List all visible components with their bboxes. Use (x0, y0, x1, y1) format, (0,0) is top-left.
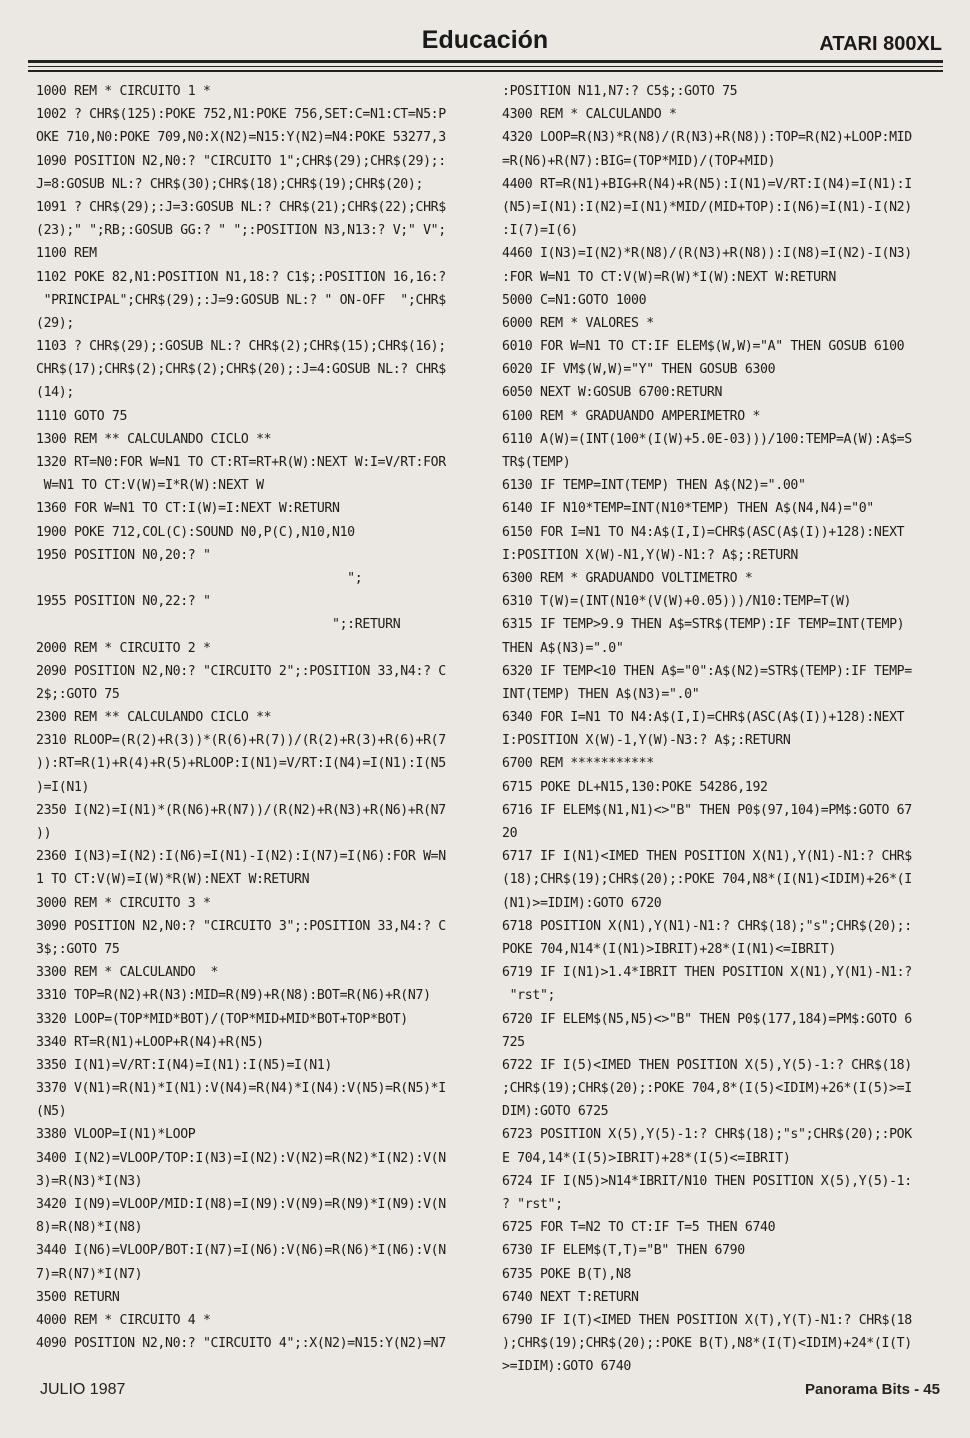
page-header (0, 0, 970, 80)
code-line: 1900 POKE 712,COL(C):SOUND N0,P(C),N10,N10 (36, 524, 355, 540)
code-line: 3370 V(N1)=R(N1)*I(N1):V(N4)=R(N4)*I(N4):V(N5)=R(N5)*I (36, 1081, 446, 1097)
code-line: >=IDIM):GOTO 6740 (502, 1359, 632, 1375)
code-line: 6700 REM *********** (502, 756, 654, 772)
code-line: 6725 FOR T=N2 TO CT:IF T=5 THEN 6740 (502, 1220, 776, 1236)
code-line: 2$;:GOTO 75 (36, 686, 120, 702)
code-line: 1090 POSITION N2,N0:? "CIRCUITO 1";CHR$(29);CHR$(29);: (36, 153, 446, 169)
code-line: 6719 IF I(N1)>1.4*IBRIT THEN POSITION X(N1),Y(N1)-N1:? (502, 965, 912, 981)
code-line: J=8:GOSUB NL:? CHR$(30);CHR$(18);CHR$(19);CHR$(20); (36, 176, 424, 192)
code-line: 3400 I(N2)=VLOOP/TOP:I(N3)=I(N2):V(N2)=R(N2)*I(N2):V(N (36, 1150, 446, 1166)
code-line: 1110 GOTO 75 (36, 408, 128, 424)
issue-date: JULIO 1987 (40, 1381, 126, 1398)
code-line: 3000 REM * CIRCUITO 3 * (36, 895, 211, 911)
code-line: 4300 REM * CALCULANDO * (502, 107, 677, 123)
code-line: CHR$(17);CHR$(2);CHR$(2);CHR$(20);:J=4:GOSUB NL:? CHR$ (36, 362, 446, 378)
code-line: (N5) (36, 1104, 67, 1120)
code-line: );CHR$(19);CHR$(20);:POKE B(T),N8*(I(T)<IDIM)+24*(I(T) (502, 1336, 912, 1352)
code-line: 1091 ? CHR$(29);:J=3:GOSUB NL:? CHR$(21);CHR$(22);CHR$ (36, 199, 446, 215)
code-line: 2350 I(N2)=I(N1)*(R(N6)+R(N7))/(R(N2)+R(N3)+R(N6)+R(N7 (36, 802, 446, 818)
code-line: 1360 FOR W=N1 TO CT:I(W)=I:NEXT W:RETURN (36, 501, 340, 517)
section-title: Educación (421, 26, 549, 54)
code-line: :I(7)=I(6) (502, 223, 578, 239)
code-line: 6310 T(W)=(INT(N10*(V(W)+0.05)))/N10:TEMP=T(W) (502, 594, 852, 610)
code-line: 6320 IF TEMP<10 THEN A$="0":A$(N2)=STR$(TEMP):IF TEMP= (502, 663, 912, 679)
code-line: 1102 POKE 82,N1:POSITION N1,18:? C1$;:POSITION 16,16:? (36, 269, 446, 285)
code-line: 3350 I(N1)=V/RT:I(N4)=I(N1):I(N5)=I(N1) (36, 1057, 332, 1073)
code-line: 1955 POSITION N0,22:? " (36, 594, 211, 610)
code-line: (14); (36, 385, 74, 401)
code-line: "PRINCIPAL";CHR$(29);:J=9:GOSUB NL:? " ON-OFF ";CHR$ (36, 292, 446, 308)
code-line: 6717 IF I(N1)<IMED THEN POSITION X(N1),Y(N1)-N1:? CHR$ (502, 849, 912, 865)
header-rule-lower (28, 70, 943, 72)
code-line: 6730 IF ELEM$(T,T)="B" THEN 6790 (502, 1243, 745, 1259)
code-line: 6315 IF TEMP>9.9 THEN A$=STR$(TEMP):IF TEMP=INT(TEMP) (502, 617, 905, 633)
code-line: 1100 REM (36, 246, 97, 262)
code-line: 6340 FOR I=N1 TO N4:A$(I,I)=CHR$(ASC(A$(I))+128):NEXT (502, 710, 905, 726)
code-line: 6000 REM * VALORES * (502, 315, 654, 331)
machine-name: ATARI 800XL (819, 33, 942, 55)
code-line: 3090 POSITION N2,N0:? "CIRCUITO 3";:POSITION 33,N4:? C (36, 918, 446, 934)
code-line: 1000 REM * CIRCUITO 1 * (36, 84, 211, 99)
code-line: (N1)>=IDIM):GOTO 6720 (502, 895, 662, 911)
code-line: 725 (502, 1034, 525, 1050)
code-line: 6300 REM * GRADUANDO VOLTIMETRO * (502, 570, 753, 586)
code-line: 1103 ? CHR$(29);:GOSUB NL:? CHR$(2);CHR$(15);CHR$(16); (36, 339, 446, 355)
code-line: 3)=R(N3)*I(N3) (36, 1173, 143, 1189)
code-line: (29); (36, 315, 74, 331)
code-line: )=I(N1) (36, 779, 90, 795)
code-line: 4000 REM * CIRCUITO 4 * (36, 1312, 211, 1328)
code-line: 2360 I(N3)=I(N2):I(N6)=I(N1)-I(N2):I(N7)=I(N6):FOR W=N (36, 849, 446, 865)
code-line: 6010 FOR W=N1 TO CT:IF ELEM$(W,W)="A" THEN GOSUB 6100 (502, 339, 905, 355)
code-line: 4320 LOOP=R(N3)*R(N8)/(R(N3)+R(N8)):TOP=R(N2)+LOOP:MID (502, 130, 912, 146)
code-line: 1300 REM ** CALCULANDO CICLO ** (36, 431, 272, 447)
code-line: )) (36, 826, 52, 841)
code-line: 3320 LOOP=(TOP*MID*BOT)/(TOP*MID+MID*BOT+TOP*BOT) (36, 1011, 408, 1027)
code-line: (23);" ";RB;:GOSUB GG:? " ";:POSITION N3,N13:? V;" V"; (36, 223, 446, 239)
code-line: W=N1 TO CT:V(W)=I*R(W):NEXT W (36, 478, 264, 494)
code-line: 6050 NEXT W:GOSUB 6700:RETURN (502, 385, 723, 401)
code-line: 6735 POKE B(T),N8 (502, 1266, 632, 1282)
code-line: 6722 IF I(5)<IMED THEN POSITION X(5),Y(5)-1:? CHR$(18) (502, 1057, 912, 1073)
code-line: 8)=R(N8)*I(N8) (36, 1220, 143, 1236)
code-line: ;CHR$(19);CHR$(20);:POKE 704,8*(I(5)<IDIM)+26*(I(5)>=I (502, 1081, 912, 1097)
code-line: 3440 I(N6)=VLOOP/BOT:I(N7)=I(N6):V(N6)=R(N6)*I(N6):V(N (36, 1243, 446, 1259)
code-line: E 704,14*(I(5)>IBRIT)+28*(I(5)<=IBRIT) (502, 1150, 791, 1166)
listing-left-column (36, 80, 491, 1355)
code-line: 3500 RETURN (36, 1289, 120, 1305)
code-line: 6020 IF VM$(W,W)="Y" THEN GOSUB 6300 (502, 362, 776, 378)
code-line: "; (36, 570, 363, 586)
code-line: 5000 C=N1:GOTO 1000 (502, 292, 647, 308)
code-line: 1 TO CT:V(W)=I(W)*R(W):NEXT W:RETURN (36, 872, 310, 888)
code-line: 1002 ? CHR$(125):POKE 752,N1:POKE 756,SET:C=N1:CT=N5:P (36, 107, 446, 123)
code-line: 4460 I(N3)=I(N2)*R(N8)/(R(N3)+R(N8)):I(N8)=I(N2)-I(N3) (502, 246, 912, 262)
header-rule-thin (28, 66, 943, 67)
code-line: 6150 FOR I=N1 TO N4:A$(I,I)=CHR$(ASC(A$(I))+128):NEXT (502, 524, 905, 540)
code-line: TR$(TEMP) (502, 455, 571, 470)
code-line: POKE 704,N14*(I(N1)>IBRIT)+28*(I(N1)<=IBRIT) (502, 941, 836, 957)
code-line: 3310 TOP=R(N2)+R(N3):MID=R(N9)+R(N8):BOT=R(N6)+R(N7) (36, 988, 431, 1004)
code-line: :POSITION N11,N7:? C5$;:GOTO 75 (502, 84, 738, 99)
code-line: 3$;:GOTO 75 (36, 941, 120, 957)
code-line: 6110 A(W)=(INT(100*(I(W)+5.0E-03)))/100:TEMP=A(W):A$=S (502, 431, 912, 447)
code-line: (18);CHR$(19);CHR$(20);:POKE 704,N8*(I(N1)<IDIM)+26*(I (502, 872, 912, 888)
code-line: 6100 REM * GRADUANDO AMPERIMETRO * (502, 408, 761, 424)
code-line: 1950 POSITION N0,20:? " (36, 547, 211, 563)
code-line: 6723 POSITION X(5),Y(5)-1:? CHR$(18);"s";CHR$(20);:POK (502, 1127, 912, 1143)
code-line: 3380 VLOOP=I(N1)*LOOP (36, 1127, 196, 1143)
code-line: 4400 RT=R(N1)+BIG+R(N4)+R(N5):I(N1)=V/RT:I(N4)=I(N1):I (502, 176, 912, 192)
code-line: 6790 IF I(T)<IMED THEN POSITION X(T),Y(T)-N1:? CHR$(18 (502, 1312, 912, 1328)
code-line: 6130 IF TEMP=INT(TEMP) THEN A$(N2)=".00" (502, 478, 806, 494)
code-line: )):RT=R(1)+R(4)+R(5)+RLOOP:I(N1)=V/RT:I(N4)=I(N1):I(N5 (36, 756, 446, 772)
code-line: I:POSITION X(W)-1,Y(W)-N3:? A$;:RETURN (502, 733, 791, 749)
code-line: 2300 REM ** CALCULANDO CICLO ** (36, 710, 272, 726)
code-line: 3420 I(N9)=VLOOP/MID:I(N8)=I(N9):V(N9)=R(N9)*I(N9):V(N (36, 1197, 446, 1212)
code-line: 3300 REM * CALCULANDO * (36, 965, 219, 981)
code-line: 7)=R(N7)*I(N7) (36, 1266, 143, 1282)
code-line: 4090 POSITION N2,N0:? "CIRCUITO 4";:X(N2)=N15:Y(N2)=N7 (36, 1336, 446, 1352)
code-line: 6724 IF I(N5)>N14*IBRIT/N10 THEN POSITION X(5),Y(5)-1: (502, 1173, 912, 1189)
code-line: ";:RETURN (36, 617, 401, 633)
listing-right-column (502, 80, 947, 1379)
code-line: =R(N6)+R(N7):BIG=(TOP*MID)/(TOP+MID) (502, 153, 776, 169)
page-number: Panorama Bits - 45 (804, 1381, 940, 1398)
code-line: 3340 RT=R(N1)+LOOP+R(N4)+R(N5) (36, 1034, 264, 1050)
code-line: THEN A$(N3)=".0" (502, 640, 624, 656)
code-line: DIM):GOTO 6725 (502, 1104, 609, 1120)
code-line: 1320 RT=N0:FOR W=N1 TO CT:RT=RT+R(W):NEXT W:I=V/RT:FOR (36, 455, 446, 470)
code-line: 6718 POSITION X(N1),Y(N1)-N1:? CHR$(18);"s";CHR$(20);: (502, 918, 912, 934)
code-line: 6716 IF ELEM$(N1,N1)<>"B" THEN P0$(97,104)=PM$:GOTO 67 (502, 802, 912, 818)
code-line: (N5)=I(N1):I(N2)=I(N1)*MID/(MID+TOP):I(N6)=I(N1)-I(N2) (502, 199, 912, 215)
code-line: INT(TEMP) THEN A$(N3)=".0" (502, 686, 700, 702)
code-line: 20 (502, 826, 518, 841)
code-line: 2090 POSITION N2,N0:? "CIRCUITO 2";:POSITION 33,N4:? C (36, 663, 446, 679)
code-line: 6740 NEXT T:RETURN (502, 1289, 639, 1305)
code-line: "rst"; (502, 988, 556, 1004)
code-line: 2000 REM * CIRCUITO 2 * (36, 640, 211, 656)
code-line: 6715 POKE DL+N15,130:POKE 54286,192 (502, 779, 768, 795)
code-line: ? "rst"; (502, 1197, 563, 1212)
header-rule (28, 60, 943, 63)
code-line: :FOR W=N1 TO CT:V(W)=R(W)*I(W):NEXT W:RETURN (502, 269, 836, 285)
code-line: OKE 710,N0:POKE 709,N0:X(N2)=N15:Y(N2)=N4:POKE 53277,3 (36, 130, 446, 146)
code-line: 6140 IF N10*TEMP=INT(N10*TEMP) THEN A$(N4,N4)="0" (502, 501, 874, 517)
code-line: I:POSITION X(W)-N1,Y(W)-N1:? A$;:RETURN (502, 547, 798, 563)
code-line: 2310 RLOOP=(R(2)+R(3))*(R(6)+R(7))/(R(2)+R(3)+R(6)+R(7 (36, 733, 446, 749)
code-line: 6720 IF ELEM$(N5,N5)<>"B" THEN P0$(177,184)=PM$:GOTO 6 (502, 1011, 912, 1027)
